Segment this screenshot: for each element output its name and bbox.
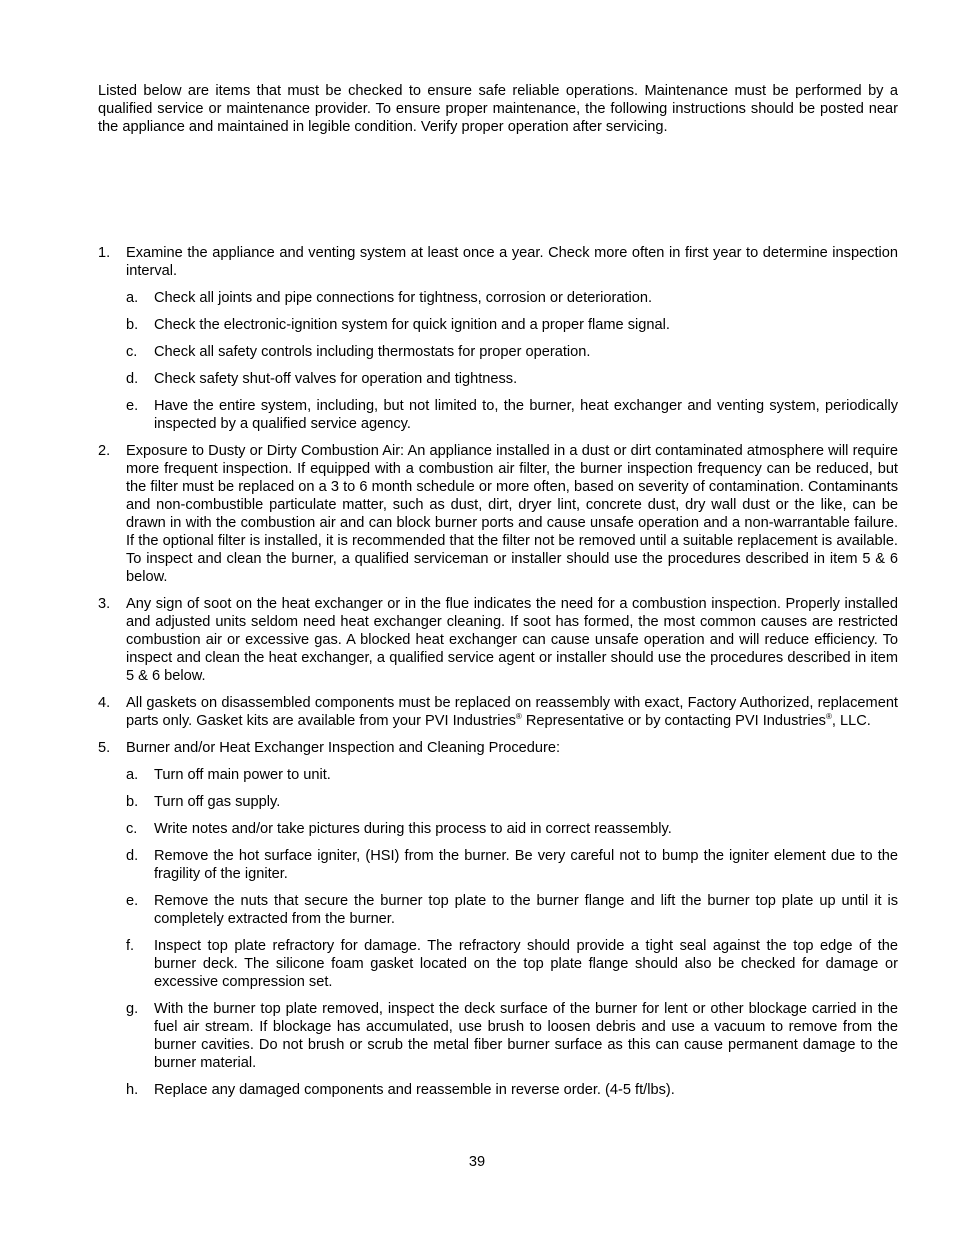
item-text: Examine the appliance and venting system at least once a year. Check more often in first year to determine inspection interval.: [126, 245, 898, 279]
list-item-4: [98, 694, 898, 730]
item-text: Any sign of soot on the heat exchanger or in the flue indicates the need for a combustion inspection. Properly installed and adjusted units seldom need heat exchanger cleaning. If soot has formed, the most common causes are restricted combustion air or excessive gas. A blocked heat exchanger can cause unsafe operation and will reduce efficiency. To inspect and clean the heat exchanger, a qualified service agent or installer should use the procedures described in item 5 & 6 below.: [126, 596, 898, 684]
item-number: 5.: [98, 740, 111, 756]
sub-item-letter: f.: [126, 938, 135, 954]
list-item-5: [98, 739, 898, 1099]
item-number: 3.: [98, 596, 111, 612]
registered-mark: ®: [825, 712, 832, 721]
item-text: Burner and/or Heat Exchanger Inspection and Cleaning Procedure:: [126, 740, 561, 756]
item-number: 2.: [98, 443, 111, 459]
item-text-part-c: , LLC.: [831, 713, 871, 729]
sub-item-text: Remove the hot surface igniter, (HSI) from the burner. Be very careful not to bump the igniter element due to the fragility of the igniter.: [154, 848, 898, 882]
sub-item: [126, 343, 898, 361]
sub-item-letter: d.: [126, 371, 139, 387]
sub-item: [126, 1000, 898, 1072]
sub-item-letter: b.: [126, 794, 139, 810]
intro-paragraph: Listed below are items that must be checked to ensure safe reliable operations. Maintenance must be performed by a qualified service or maintenance provider. To ensure proper maintenance, the following instructions should be posted near the appliance and maintained in legible condition. Verify proper operation after servicing.: [98, 83, 898, 135]
item-text: Exposure to Dusty or Dirty Combustion Air: An appliance installed in a dust or dirt contaminated atmosphere will require more frequent inspection. If equipped with a combustion air filter, the burner inspection frequency can be reduced, but the filter must be replaced on a 3 to 6 month schedule or more often, based on severity of contamination. Contaminants and non-combustible particulate matter, such as dust, dirt, dryer lint, concrete dust, dry wall dust or the like, can be drawn in with the combustion air and can block burner ports and cause unsafe operation and a non-warrantable failure. If the optional filter is installed, it is recommended that the filter not be removed until a suitable replacement is available. To inspect and clean the burner, a qualified serviceman or installer should use the procedures described in item 5 & 6 below.: [126, 443, 898, 585]
sub-item-text: Check the electronic-ignition system for quick ignition and a proper flame signal.: [154, 317, 670, 333]
sub-item-text: Check all joints and pipe connections for tightness, corrosion or deterioration.: [154, 290, 653, 306]
sub-item-letter: h.: [126, 1082, 139, 1098]
sub-item-letter: a.: [126, 767, 139, 783]
sub-item: [126, 397, 898, 433]
sub-item-letter: d.: [126, 848, 139, 864]
sub-item: [126, 820, 898, 838]
sub-item-letter: c.: [126, 344, 138, 360]
list-item-1: [98, 244, 898, 433]
sub-item-text: Check safety shut-off valves for operation and tightness.: [154, 371, 518, 387]
sub-item-letter: b.: [126, 317, 139, 333]
item-text-part-b: Representative or by contacting PVI Industries: [521, 713, 826, 729]
item-text-part-a: All gaskets on disassembled components must be replaced on reassembly with exact, Factory Authorized, replacement parts only. Gasket kits are available from your PVI Industries: [126, 695, 898, 729]
sub-item-text: Replace any damaged components and reassemble in reverse order. (4-5 ft/lbs).: [154, 1082, 675, 1098]
sub-item-text: Turn off main power to unit.: [154, 767, 331, 783]
sub-item: [126, 370, 898, 388]
sub-item-letter: e.: [126, 398, 139, 414]
sub-item: [126, 316, 898, 334]
maintenance-list: [98, 244, 898, 1108]
sublist-5: [126, 766, 898, 1099]
registered-mark: ®: [515, 712, 522, 721]
sub-item-letter: e.: [126, 893, 139, 909]
list-item-3: [98, 595, 898, 685]
sub-item-text: Inspect top plate refractory for damage. The refractory should provide a tight seal against the top edge of the burner deck. The silicone foam gasket located on the top plate flange should also be checked for damage or excessive compression set.: [154, 938, 898, 990]
item-number: 4.: [98, 695, 111, 711]
sub-item-letter: g.: [126, 1001, 139, 1017]
sub-item: [126, 289, 898, 307]
list-item-2: [98, 442, 898, 586]
page-number: 39: [468, 1154, 486, 1170]
sub-item: [126, 766, 898, 784]
sub-item-text: Turn off gas supply.: [154, 794, 281, 810]
sub-item-text: Remove the nuts that secure the burner top plate to the burner flange and lift the burner top plate up until it is completely extracted from the burner.: [154, 893, 898, 927]
sub-item-text: With the burner top plate removed, inspect the deck surface of the burner for lent or other blockage carried in the fuel air stream. If blockage has accumulated, use brush to loosen debris and use a vacuum to remove from the burner cavities. Do not brush or scrub the metal fiber burner surface as this can cause permanent damage to the burner material.: [154, 1001, 898, 1071]
sub-item-letter: a.: [126, 290, 139, 306]
item-number: 1.: [98, 245, 111, 261]
sub-item: [126, 1081, 898, 1099]
sub-item-text: Check all safety controls including thermostats for proper operation.: [154, 344, 591, 360]
sub-item-text: Have the entire system, including, but not limited to, the burner, heat exchanger and venting system, periodically inspected by a qualified service agency.: [154, 398, 898, 432]
sub-item-letter: c.: [126, 821, 138, 837]
sub-item: [126, 937, 898, 991]
sub-item-text: Write notes and/or take pictures during this process to aid in correct reassembly.: [154, 821, 672, 837]
sub-item: [126, 892, 898, 928]
sub-item: [126, 793, 898, 811]
sublist-1: [126, 289, 898, 433]
sub-item: [126, 847, 898, 883]
